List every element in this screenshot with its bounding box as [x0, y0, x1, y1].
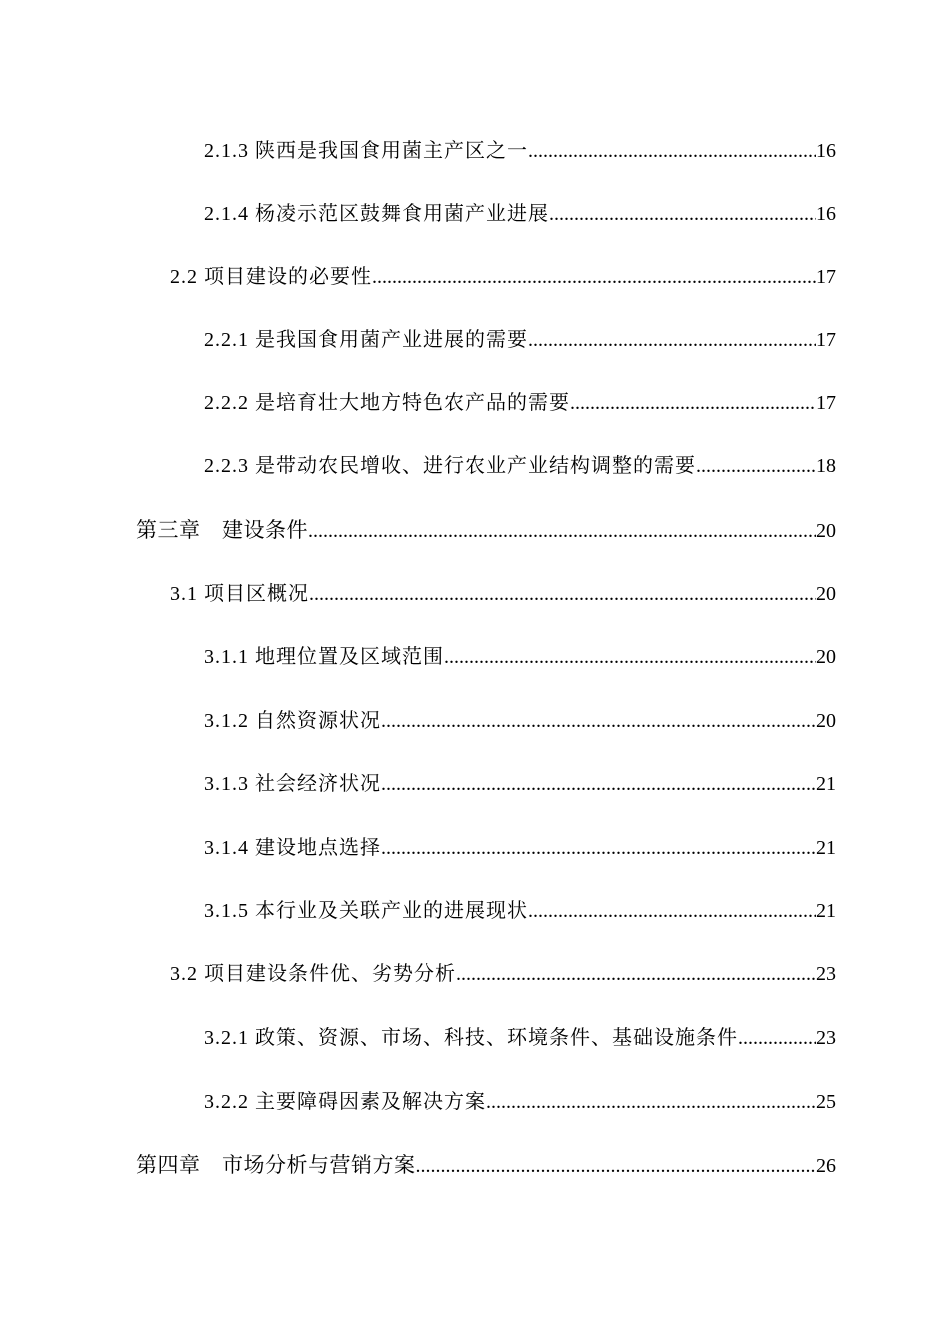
toc-page-number: 23 — [816, 963, 836, 985]
toc-entry[interactable] — [204, 450, 836, 482]
toc-entry-title: 3.1.5 本行业及关联产业的进展现状 — [204, 900, 528, 922]
toc-entry[interactable] — [204, 832, 836, 864]
toc-entry[interactable] — [204, 641, 836, 673]
toc-leader-dots — [381, 832, 816, 864]
toc-page-number: 16 — [816, 203, 836, 225]
toc-leader-dots — [309, 578, 816, 610]
toc-page-number: 17 — [816, 392, 836, 414]
toc-entry[interactable] — [204, 387, 836, 419]
toc-entry-title: 3.2 项目建设条件优、劣势分析 — [170, 963, 456, 985]
toc-entry-title: 第三章 建设条件 — [136, 518, 308, 542]
toc-entry-title: 2.1.3 陕西是我国食用菌主产区之一 — [204, 140, 528, 162]
toc-entry[interactable] — [170, 958, 836, 990]
toc-leader-dots — [416, 1150, 817, 1182]
toc-entry[interactable] — [204, 768, 836, 800]
toc-page-number: 20 — [816, 520, 836, 542]
toc-chapter-entry[interactable] — [136, 514, 836, 546]
toc-page-number: 20 — [816, 710, 836, 732]
toc-entry-title: 3.1 项目区概况 — [170, 583, 309, 605]
toc-entry[interactable] — [204, 705, 836, 737]
toc-leader-dots — [570, 387, 816, 419]
toc-page-number: 17 — [816, 266, 836, 288]
toc-leader-dots — [372, 261, 816, 293]
toc-leader-dots — [486, 1086, 816, 1118]
toc-page-number: 17 — [816, 329, 836, 351]
toc-page-number: 25 — [816, 1091, 836, 1113]
toc-leader-dots — [549, 198, 816, 230]
toc-entry-title: 第四章 市场分析与营销方案 — [136, 1153, 416, 1177]
toc-page-number: 16 — [816, 140, 836, 162]
toc-entry-title: 3.1.3 社会经济状况 — [204, 773, 381, 795]
toc-entry-title: 2.2.3 是带动农民增收、进行农业产业结构调整的需要 — [204, 455, 696, 477]
toc-page-number: 20 — [816, 583, 836, 605]
toc-entry-title: 2.2.2 是培育壮大地方特色农产品的需要 — [204, 392, 570, 414]
toc-entry[interactable] — [204, 895, 836, 927]
toc-entry[interactable] — [170, 578, 836, 610]
toc-leader-dots — [381, 768, 816, 800]
toc-page-number: 21 — [816, 837, 836, 859]
toc-leader-dots — [696, 450, 816, 482]
toc-entry-title: 3.2.2 主要障碍因素及解决方案 — [204, 1091, 486, 1113]
toc-entry[interactable] — [204, 1022, 836, 1054]
toc-entry-title: 3.1.1 地理位置及区域范围 — [204, 646, 444, 668]
toc-leader-dots — [308, 515, 816, 547]
toc-leader-dots — [528, 324, 816, 356]
toc-entry-title: 2.1.4 杨凌示范区鼓舞食用菌产业进展 — [204, 203, 549, 225]
toc-entry[interactable] — [204, 135, 836, 167]
toc-entry[interactable] — [204, 324, 836, 356]
toc-entry-title: 3.1.4 建设地点选择 — [204, 837, 381, 859]
toc-leader-dots — [528, 895, 816, 927]
toc-chapter-entry[interactable] — [136, 1149, 836, 1181]
toc-entry[interactable] — [204, 198, 836, 230]
toc-page-number: 18 — [816, 455, 836, 477]
toc-entry[interactable] — [170, 261, 836, 293]
toc-leader-dots — [738, 1022, 816, 1054]
toc-leader-dots — [528, 135, 816, 167]
toc-leader-dots — [444, 641, 816, 673]
toc-page-number: 23 — [816, 1027, 836, 1049]
toc-leader-dots — [381, 705, 816, 737]
toc-page-number: 26 — [816, 1155, 836, 1177]
toc-entry-title: 3.1.2 自然资源状况 — [204, 710, 381, 732]
toc-entry[interactable] — [204, 1086, 836, 1118]
toc-page-number: 20 — [816, 646, 836, 668]
toc-page-number: 21 — [816, 900, 836, 922]
toc-entry-title: 2.2 项目建设的必要性 — [170, 266, 372, 288]
toc-entry-title: 3.2.1 政策、资源、市场、科技、环境条件、基础设施条件 — [204, 1027, 738, 1049]
toc-leader-dots — [456, 958, 816, 990]
toc-page-number: 21 — [816, 773, 836, 795]
toc-entry-title: 2.2.1 是我国食用菌产业进展的需要 — [204, 329, 528, 351]
